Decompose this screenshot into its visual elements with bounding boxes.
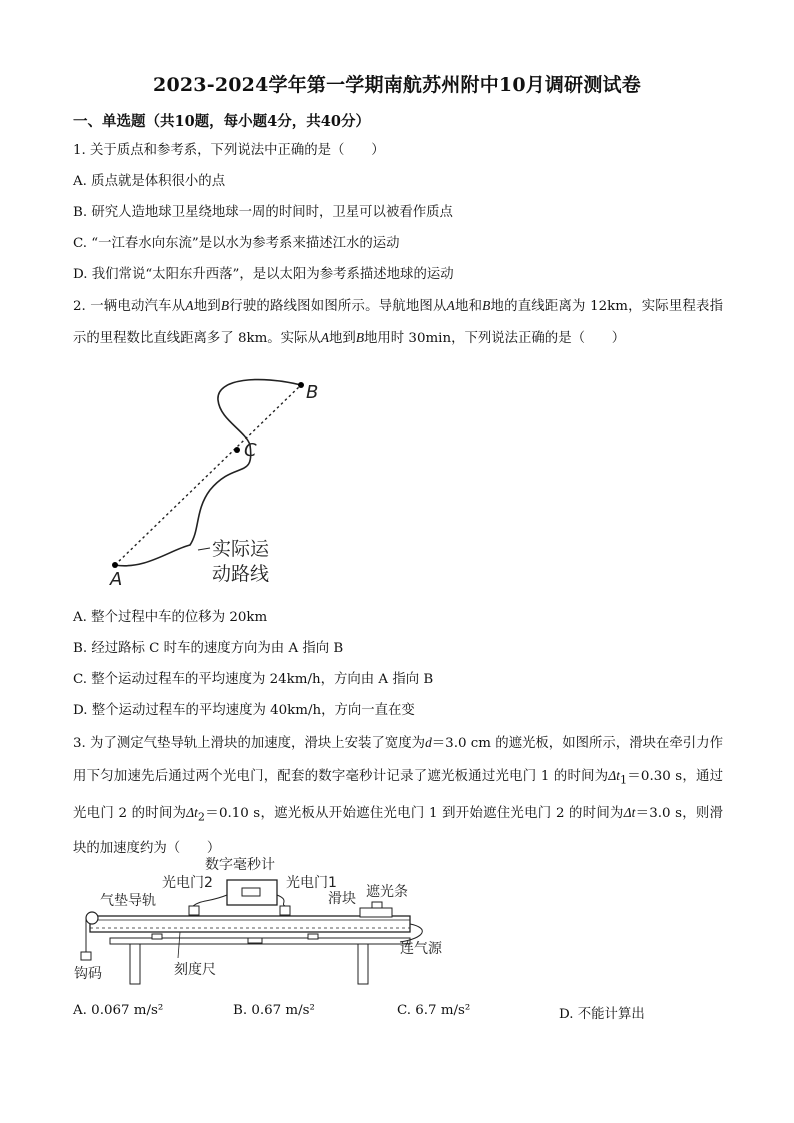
pulley	[86, 912, 98, 924]
q3-option-b: B. 0.67 m/s²	[233, 1003, 315, 1018]
q1-option-c: C. “一江春水向东流”是以水为参考系来描述江水的运动	[73, 236, 400, 251]
q2-stem: 2. 一辆电动汽车从A地到B行驶的路线图如图所示。导航地图从A地和B地的直线距离为 12km，实际里程表指示的里程数比直线距离多了 8km。实际从A地到B地用时 30min，下列说法正确的是（ ）	[73, 298, 724, 346]
point-b	[298, 382, 304, 388]
q3-option-a: A. 0.067 m/s²	[73, 1003, 164, 1018]
q2-route-figure	[100, 370, 319, 590]
photogate-2	[189, 906, 199, 915]
air-rail	[90, 916, 410, 932]
label-c: C	[244, 440, 257, 461]
q3-stem: 3. 为了测定气垫导轨上滑块的加速度，滑块上安装了宽度为d＝3.0 cm 的遮光板，如图所示，滑块在牵引力作用下匀加速先后通过两个光电门，配套的数字毫秒计记录了遮光板通过光电门 1 的时间为$\Delta t_1=0.30$ s，通过光电门 2 的时间为$\Delta t_2=0.10$ s，遮光板从开始遮住光电门 1 到开始遮住光电门 2 的时间为Δt＝3.0 s，则滑块的加速度约为（ ）	[73, 735, 723, 857]
gate1-label: 光电门1	[286, 875, 337, 891]
slider-label: 滑块	[328, 891, 356, 907]
q3-option-d: D. 不能计算出	[559, 1007, 645, 1022]
q1-option-b: B. 研究人造地球卫星绕地球一周的时间时，卫星可以被看作质点	[73, 205, 453, 220]
label-b: B	[306, 382, 319, 403]
q3-air-track-figure	[70, 850, 470, 985]
q2-option-b: B. 经过路标 C 时车的速度方向为由 A 指向 B	[73, 641, 344, 656]
ruler-label: 刻度尺	[174, 962, 216, 978]
table-leg-left	[130, 944, 140, 984]
rail-label: 气垫导轨	[100, 893, 156, 909]
photogate-1	[280, 906, 290, 915]
shade-bar	[372, 902, 382, 908]
caption-leader	[198, 548, 210, 550]
page-title: 2023-2024学年第一学期南航苏州附中10月调研测试卷	[153, 74, 641, 96]
section-heading: 一、单选题（共10题，每小题4分，共40分）	[73, 113, 370, 130]
point-a	[112, 562, 118, 568]
shade-label: 遮光条	[366, 884, 408, 900]
q3-option-c: C. 6.7 m/s²	[397, 1003, 471, 1018]
caption-line2: 动路线	[212, 563, 270, 585]
q2-option-c: C. 整个运动过程车的平均速度为 24km/h，方向由 A 指向 B	[73, 672, 434, 687]
weight-label: 钩码	[74, 966, 102, 982]
gate2-label: 光电门2	[162, 875, 213, 891]
straight-line-ab	[115, 385, 301, 565]
air-label: 连气源	[400, 941, 442, 957]
slider-block	[360, 908, 392, 917]
timer-label: 数字毫秒计	[205, 857, 275, 873]
q2-option-d: D. 整个运动过程车的平均速度为 40km/h，方向一直在变	[73, 703, 415, 718]
label-a: A	[110, 569, 123, 590]
caption-line1: 实际运	[212, 538, 270, 560]
q1-option-d: D. 我们常说“太阳东升西落”，是以太阳为参考系描述地球的运动	[73, 267, 454, 282]
point-c	[234, 447, 240, 453]
q1-stem: 1. 关于质点和参考系，下列说法中正确的是（ ）	[73, 143, 385, 158]
q1-option-a: A. 质点就是体积很小的点	[73, 174, 226, 189]
q2-option-a: A. 整个过程中车的位移为 20km	[73, 610, 268, 625]
hook-weight	[81, 952, 91, 960]
table-leg-right	[358, 944, 368, 984]
